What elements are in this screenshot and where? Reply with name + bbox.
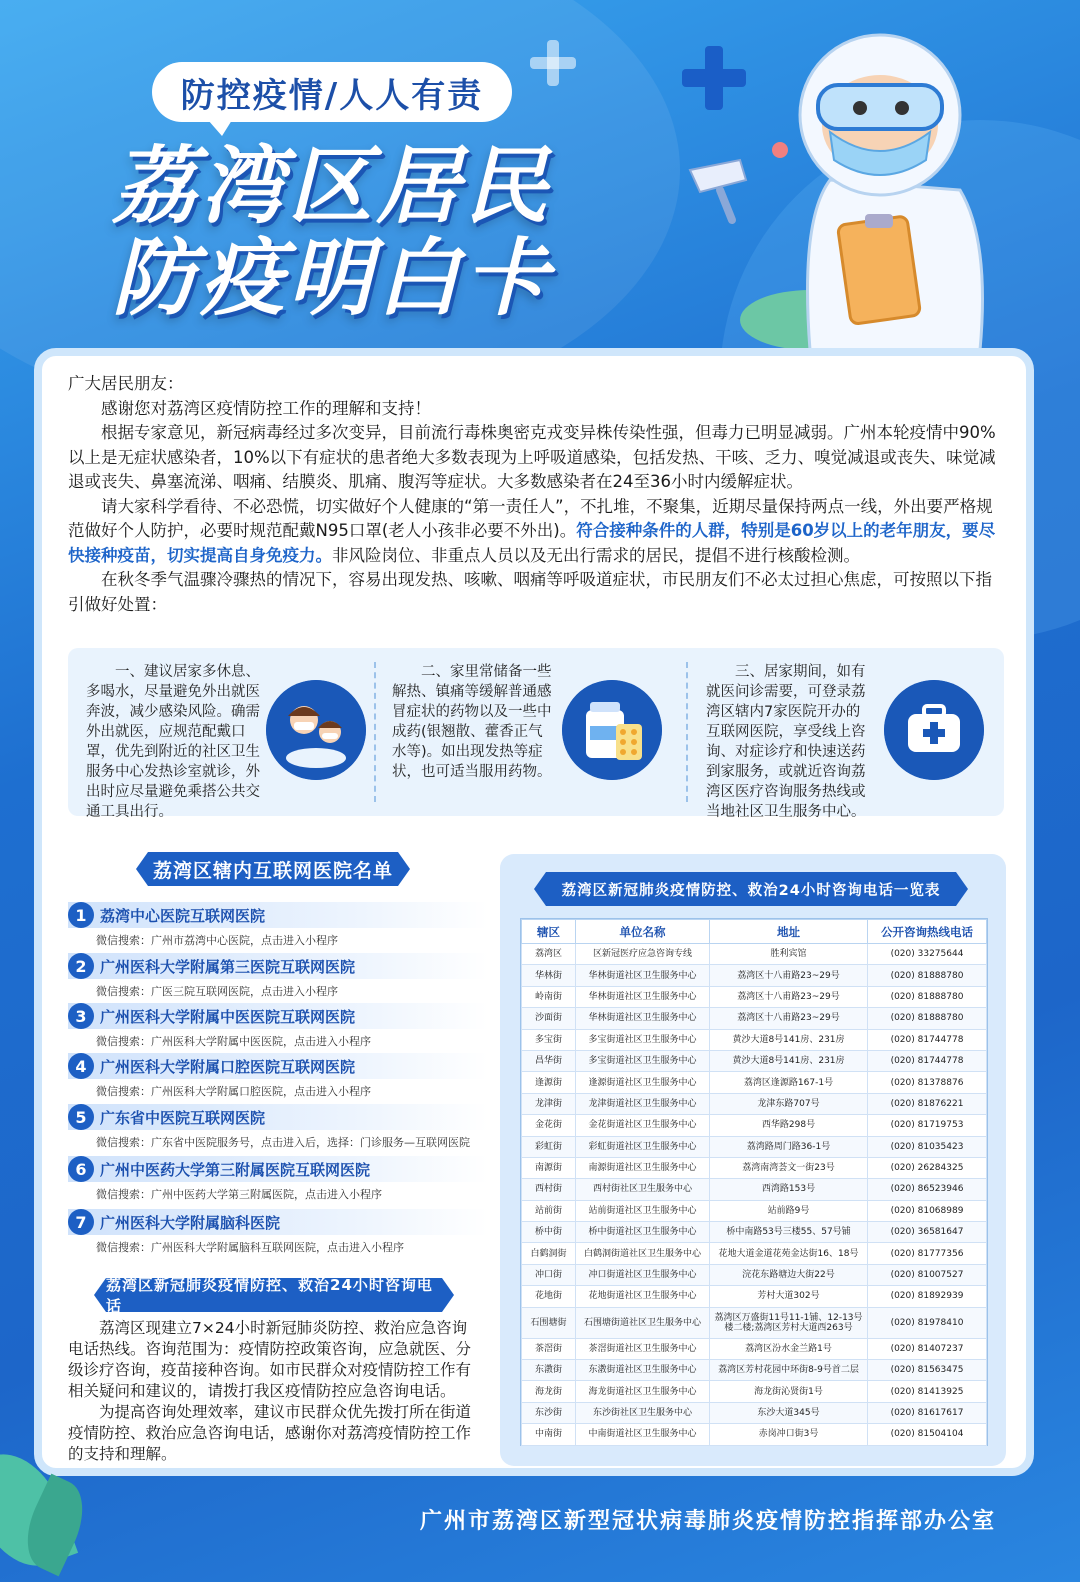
medicine-bottle-icon	[562, 680, 662, 780]
hotline-heading: 荔湾区新冠肺炎疫情防控、救治24小时咨询电话	[106, 1278, 442, 1312]
plus-decoration-icon	[530, 40, 576, 86]
table-cell: 昌华街	[522, 1050, 576, 1071]
first-aid-kit-icon	[884, 680, 984, 780]
table-row	[522, 965, 987, 986]
table-cell: 茶滘街道社区卫生服务中心	[576, 1338, 710, 1359]
table-cell: (020) 81068989	[868, 1200, 987, 1221]
table-row	[522, 1050, 987, 1071]
table-cell: 沙面街	[522, 1008, 576, 1029]
table-cell: 桥中南路53号三楼55、57号铺	[710, 1222, 868, 1243]
hospital-wechat-hint: 微信搜索：广东省中医院服务号，点击进入后，选择：门诊服务—互联网医院	[96, 1136, 470, 1149]
footer-org: 广州市荔湾区新型冠状病毒肺炎疫情防控指挥部办公室	[419, 1509, 996, 1534]
table-cell: 荔湾区万盛街11号11-1铺、12-13号楼二楼;荔湾区芳村大道西263号	[710, 1307, 868, 1338]
table-cell: 海龙街	[522, 1381, 576, 1402]
table-cell: 站前路9号	[710, 1200, 868, 1221]
table-column-header: 地址	[710, 920, 868, 944]
table-cell: 站前街	[522, 1200, 576, 1221]
table-cell: (020) 81892939	[868, 1286, 987, 1307]
table-row	[522, 1008, 987, 1029]
table-cell: 华林街	[522, 965, 576, 986]
table-column-header: 公开咨询热线电话	[868, 920, 987, 944]
table-row	[522, 986, 987, 1007]
hospital-wechat-hint: 微信搜索：广州中医药大学第三附属医院，点击进入小程序	[96, 1188, 382, 1201]
guide-divider	[374, 662, 376, 802]
table-row	[522, 1424, 987, 1445]
table-cell: 西村街	[522, 1179, 576, 1200]
table-cell: (020) 81407237	[868, 1338, 987, 1359]
hotline-section	[68, 1318, 480, 1465]
table-cell: 西华路298号	[710, 1115, 868, 1136]
table-cell: 桥中街	[522, 1222, 576, 1243]
table-cell: 南源街道社区卫生服务中心	[576, 1157, 710, 1178]
table-row	[522, 1072, 987, 1093]
table-cell: (020) 81007527	[868, 1264, 987, 1285]
table-cell: 黄沙大道8号141房、231房	[710, 1029, 868, 1050]
hospital-item	[68, 1053, 488, 1099]
table-cell: 白鹤洞街道社区卫生服务中心	[576, 1243, 710, 1264]
table-cell: (020) 33275644	[868, 944, 987, 965]
table-row	[522, 1200, 987, 1221]
hospital-number: 4	[68, 1053, 94, 1079]
table-row	[522, 1222, 987, 1243]
footer	[0, 1500, 1080, 1540]
table-cell: 华林街道社区卫生服务中心	[576, 965, 710, 986]
hospital-number: 7	[68, 1209, 94, 1235]
hospital-name: 广州医科大学附属第三医院互联网医院	[100, 957, 356, 976]
table-cell: 荔湾区芳村花园中环街8-9号首二层	[710, 1360, 868, 1381]
table-cell: 东沙街	[522, 1402, 576, 1423]
hospital-item-bar	[68, 1209, 488, 1235]
table-cell: 西村街社区卫生服务中心	[576, 1179, 710, 1200]
table-row	[522, 1264, 987, 1285]
table-cell: 逢源街	[522, 1072, 576, 1093]
table-cell: (020) 81876221	[868, 1093, 987, 1114]
table-cell: 彩虹街	[522, 1136, 576, 1157]
table-cell: (020) 81777356	[868, 1243, 987, 1264]
hospital-item	[68, 1003, 488, 1049]
hospital-number: 1	[68, 902, 94, 928]
table-cell: 华林街道社区卫生服务中心	[576, 986, 710, 1007]
hospital-name: 荔湾中心医院互联网医院	[100, 906, 266, 925]
table-cell: 茶滘街	[522, 1338, 576, 1359]
guide-text-3: 三、居家期间，如有就医问诊需要，可登录荔湾区辖内7家医院开办的互联网医院，享受线上咨询、对症诊疗和快速送药到家服务，或就近咨询荔湾区医疗咨询服务热线或当地社区卫生服务中心。	[706, 664, 866, 820]
hospital-wechat-hint: 微信搜索：广医三院互联网医院，点击进入小程序	[96, 985, 338, 998]
table-cell: 区新冠医疗应急咨询专线	[576, 944, 710, 965]
hospital-item-bar	[68, 1156, 488, 1182]
table-cell: 多宝街道社区卫生服务中心	[576, 1029, 710, 1050]
doctor-illustration-icon	[680, 20, 1010, 350]
table-cell: 荔湾区十八甫路23~29号	[710, 986, 868, 1007]
table-cell: (020) 81888780	[868, 965, 987, 986]
table-cell: (020) 81719753	[868, 1115, 987, 1136]
title-line-2: 防疫明白卡	[112, 229, 553, 327]
table-column-header: 辖区	[522, 920, 576, 944]
guide-text-2: 二、家里常储备一些解热、镇痛等缓解普通感冒症状的药物以及一些中成药(银翘散、藿香正气水等)。如出现发热等症状，也可适当服用药物。	[392, 664, 552, 780]
table-cell: 多宝街道社区卫生服务中心	[576, 1050, 710, 1071]
table-row	[522, 1243, 987, 1264]
table-cell: 东漖街道社区卫生服务中心	[576, 1360, 710, 1381]
table-cell: 荔湾区逢源路167-1号	[710, 1072, 868, 1093]
table-cell: (020) 81978410	[868, 1307, 987, 1338]
table-header-row	[522, 920, 987, 944]
table-cell: 荔湾区十八甫路23~29号	[710, 1008, 868, 1029]
table-row	[522, 1157, 987, 1178]
guide-divider	[686, 662, 688, 802]
hospital-item-bar	[68, 1053, 488, 1079]
letter-paragraph-1: 感谢您对荔湾区疫情防控工作的理解和支持！	[101, 398, 431, 418]
hospital-item	[68, 953, 488, 999]
table-cell: 华林街道社区卫生服务中心	[576, 1008, 710, 1029]
slogan-bubble: 防控疫情/人人有责	[152, 62, 512, 122]
hospital-wechat-hint: 微信搜索：广州医科大学附属口腔医院，点击进入小程序	[96, 1085, 371, 1098]
table-cell: 冲口街道社区卫生服务中心	[576, 1264, 710, 1285]
table-row	[522, 944, 987, 965]
table-row	[522, 1307, 987, 1338]
table-cell: 西湾路153号	[710, 1179, 868, 1200]
table-cell: (020) 81744778	[868, 1050, 987, 1071]
hospital-wechat-hint: 微信搜索：广州医科大学附属脑科互联网医院，点击进入小程序	[96, 1241, 404, 1254]
table-cell: 浣花东路塘边大街22号	[710, 1264, 868, 1285]
table-row	[522, 1402, 987, 1423]
table-body	[522, 944, 987, 1446]
table-cell: 多宝街	[522, 1029, 576, 1050]
table-cell: 荔湾区汾水金兰路1号	[710, 1338, 868, 1359]
table-cell: (020) 26284325	[868, 1157, 987, 1178]
table-row	[522, 1360, 987, 1381]
table-cell: 金花街	[522, 1115, 576, 1136]
hospital-list-heading: 荔湾区辖内互联网医院名单	[148, 852, 398, 886]
hospital-name: 广州医科大学附属脑科医院	[100, 1213, 281, 1232]
table-cell: (020) 81413925	[868, 1381, 987, 1402]
greeting: 广大居民朋友：	[68, 374, 184, 393]
hospital-item	[68, 1156, 488, 1202]
table-cell: 冲口街	[522, 1264, 576, 1285]
hospital-item-bar	[68, 1003, 488, 1029]
table-cell: 东沙街社区卫生服务中心	[576, 1402, 710, 1423]
hotline-paragraph-1: 荔湾区现建立7×24小时新冠肺炎防控、救治应急咨询电话热线。咨询范围为：疫情防控政策咨询，应急就医、分级诊疗咨询，疫苗接种咨询。如市民群众对疫情防控工作有相关疑问和建议的，请拨打我区疫情防控应急咨询电话。	[68, 1319, 472, 1400]
table-cell: 逢源街道社区卫生服务中心	[576, 1072, 710, 1093]
hospital-wechat-hint: 微信搜索：广州医科大学附属中医医院，点击进入小程序	[96, 1035, 371, 1048]
hotline-table-wrapper	[520, 918, 988, 1446]
hotline-paragraph-2: 为提高咨询处理效率，建议市民群众优先拨打所在街道疫情防控、救治应急咨询电话，感谢你对荔湾疫情防控工作的支持和理解。	[68, 1403, 472, 1463]
table-cell: (020) 81888780	[868, 986, 987, 1007]
poster-title	[112, 137, 553, 327]
hospital-item	[68, 902, 488, 948]
table-cell: 中南街道社区卫生服务中心	[576, 1424, 710, 1445]
hospital-name: 广州医科大学附属口腔医院互联网医院	[100, 1057, 356, 1076]
table-cell: 海龙街沁贤街1号	[710, 1381, 868, 1402]
hospital-item	[68, 1104, 488, 1150]
hotline-table	[521, 919, 987, 1446]
letter-body	[68, 372, 1008, 617]
table-cell: 龙津街道社区卫生服务中心	[576, 1093, 710, 1114]
table-cell: 岭南街	[522, 986, 576, 1007]
table-cell: 花地街道社区卫生服务中心	[576, 1286, 710, 1307]
table-cell: 胜利宾馆	[710, 944, 868, 965]
table-cell: 花地街	[522, 1286, 576, 1307]
table-row	[522, 1286, 987, 1307]
table-cell: (020) 86523946	[868, 1179, 987, 1200]
letter-paragraph-4: 在秋冬季气温骤冷骤热的情况下，容易出现发热、咳嗽、咽痛等呼吸道症状，市民朋友们不必太过担心焦虑，可按照以下指引做好处置：	[68, 570, 992, 614]
table-cell: 花地大道金道花苑金达街16、18号	[710, 1243, 868, 1264]
table-cell: 石围塘街	[522, 1307, 576, 1338]
table-cell: (020) 81378876	[868, 1072, 987, 1093]
hospital-number: 6	[68, 1156, 94, 1182]
table-cell: (020) 36581647	[868, 1222, 987, 1243]
table-cell: 南源街	[522, 1157, 576, 1178]
hospital-number: 2	[68, 953, 94, 979]
table-cell: 彩虹街道社区卫生服务中心	[576, 1136, 710, 1157]
table-cell: 荔湾路周门路36-1号	[710, 1136, 868, 1157]
table-row	[522, 1115, 987, 1136]
table-cell: 东沙大道345号	[710, 1402, 868, 1423]
table-cell: 赤岗冲口街3号	[710, 1424, 868, 1445]
guide-text-1: 一、建议居家多休息、多喝水，尽量避免外出就医奔波，减少感染风险。确需外出就医，应规范配戴口罩，优先到附近的社区卫生服务中心发热诊室就诊，外出时应尽量避免乘搭公共交通工具出行。	[86, 664, 260, 820]
hospital-item-bar	[68, 953, 488, 979]
letter-paragraph-3-b: 非风险岗位、非重点人员以及无出行需求的居民，提倡不进行核酸检测。	[332, 545, 860, 565]
title-line-1: 荔湾区居民	[112, 137, 553, 235]
table-cell: 白鹤洞街	[522, 1243, 576, 1264]
hospital-name: 广州医科大学附属中医医院互联网医院	[100, 1007, 356, 1026]
table-cell: 芳村大道302号	[710, 1286, 868, 1307]
table-cell: 荔湾区	[522, 944, 576, 965]
table-cell: 中南街	[522, 1424, 576, 1445]
table-cell: 金花街道社区卫生服务中心	[576, 1115, 710, 1136]
hospital-name: 广州中医药大学第三附属医院互联网医院	[100, 1160, 371, 1179]
table-cell: 龙津东路707号	[710, 1093, 868, 1114]
hospital-name: 广东省中医院互联网医院	[100, 1108, 266, 1127]
family-mask-icon	[266, 680, 366, 780]
letter-paragraph-3-a: 请大家科学看待、不必恐慌，切实做好个人健康的“第一责任人”，不扎堆，不聚集，近期尽量保持两点一线，外出要严格规范做好个人防护，必要时规范配戴N95口罩(老人小孩非必要不外出)。	[68, 496, 993, 540]
table-cell: 桥中街道社区卫生服务中心	[576, 1222, 710, 1243]
hospital-wechat-hint: 微信搜索：广州市荔湾中心医院，点击进入小程序	[96, 934, 338, 947]
guidance-panel	[68, 648, 1004, 820]
letter-paragraph-3	[68, 495, 1008, 569]
hospital-item	[68, 1209, 488, 1255]
table-cell: 石围塘街道社区卫生服务中心	[576, 1307, 710, 1338]
table-row	[522, 1093, 987, 1114]
table-cell: 东漖街	[522, 1360, 576, 1381]
table-row	[522, 1029, 987, 1050]
table-cell: (020) 81504104	[868, 1424, 987, 1445]
table-row	[522, 1338, 987, 1359]
table-cell: (020) 81035423	[868, 1136, 987, 1157]
table-row	[522, 1381, 987, 1402]
table-cell: 站前街道社区卫生服务中心	[576, 1200, 710, 1221]
table-row	[522, 1179, 987, 1200]
hospital-number: 5	[68, 1104, 94, 1130]
table-cell: 海龙街道社区卫生服务中心	[576, 1381, 710, 1402]
hotline-table-heading: 荔湾区新冠肺炎疫情防控、救治24小时咨询电话一览表	[546, 872, 956, 906]
table-cell: 荔湾区十八甫路23~29号	[710, 965, 868, 986]
hospital-item-bar	[68, 902, 488, 928]
table-cell: (020) 81888780	[868, 1008, 987, 1029]
table-row	[522, 1136, 987, 1157]
vaccine-highlight: 符合接种条件的人群，特别是60岁以上的老年朋友，要尽快接种疫苗，切实提高自身免疫力。	[68, 521, 996, 565]
table-cell: (020) 81563475	[868, 1360, 987, 1381]
table-column-header: 单位名称	[576, 920, 710, 944]
hospital-item-bar	[68, 1104, 488, 1130]
table-cell: 龙津街	[522, 1093, 576, 1114]
table-cell: 荔湾南湾荟文一街23号	[710, 1157, 868, 1178]
hospital-number: 3	[68, 1003, 94, 1029]
table-cell: (020) 81617617	[868, 1402, 987, 1423]
letter-paragraph-2: 根据专家意见，新冠病毒经过多次变异，目前流行毒株奥密克戎变异株传染性强，但毒力已明显减弱。广州本轮疫情中90%以上是无症状感染者，10%以下有症状的患者绝大多数表现为上呼吸道感染，包括发热、干咳、乏力、嗅觉减退或丧失、味觉减退或丧失、鼻塞流涕、咽痛、结膜炎、肌痛、腹泻等症状。大多数感染者在24至36小时内缓解症状。	[68, 423, 996, 491]
table-cell: 黄沙大道8号141房、231房	[710, 1050, 868, 1071]
table-cell: (020) 81744778	[868, 1029, 987, 1050]
